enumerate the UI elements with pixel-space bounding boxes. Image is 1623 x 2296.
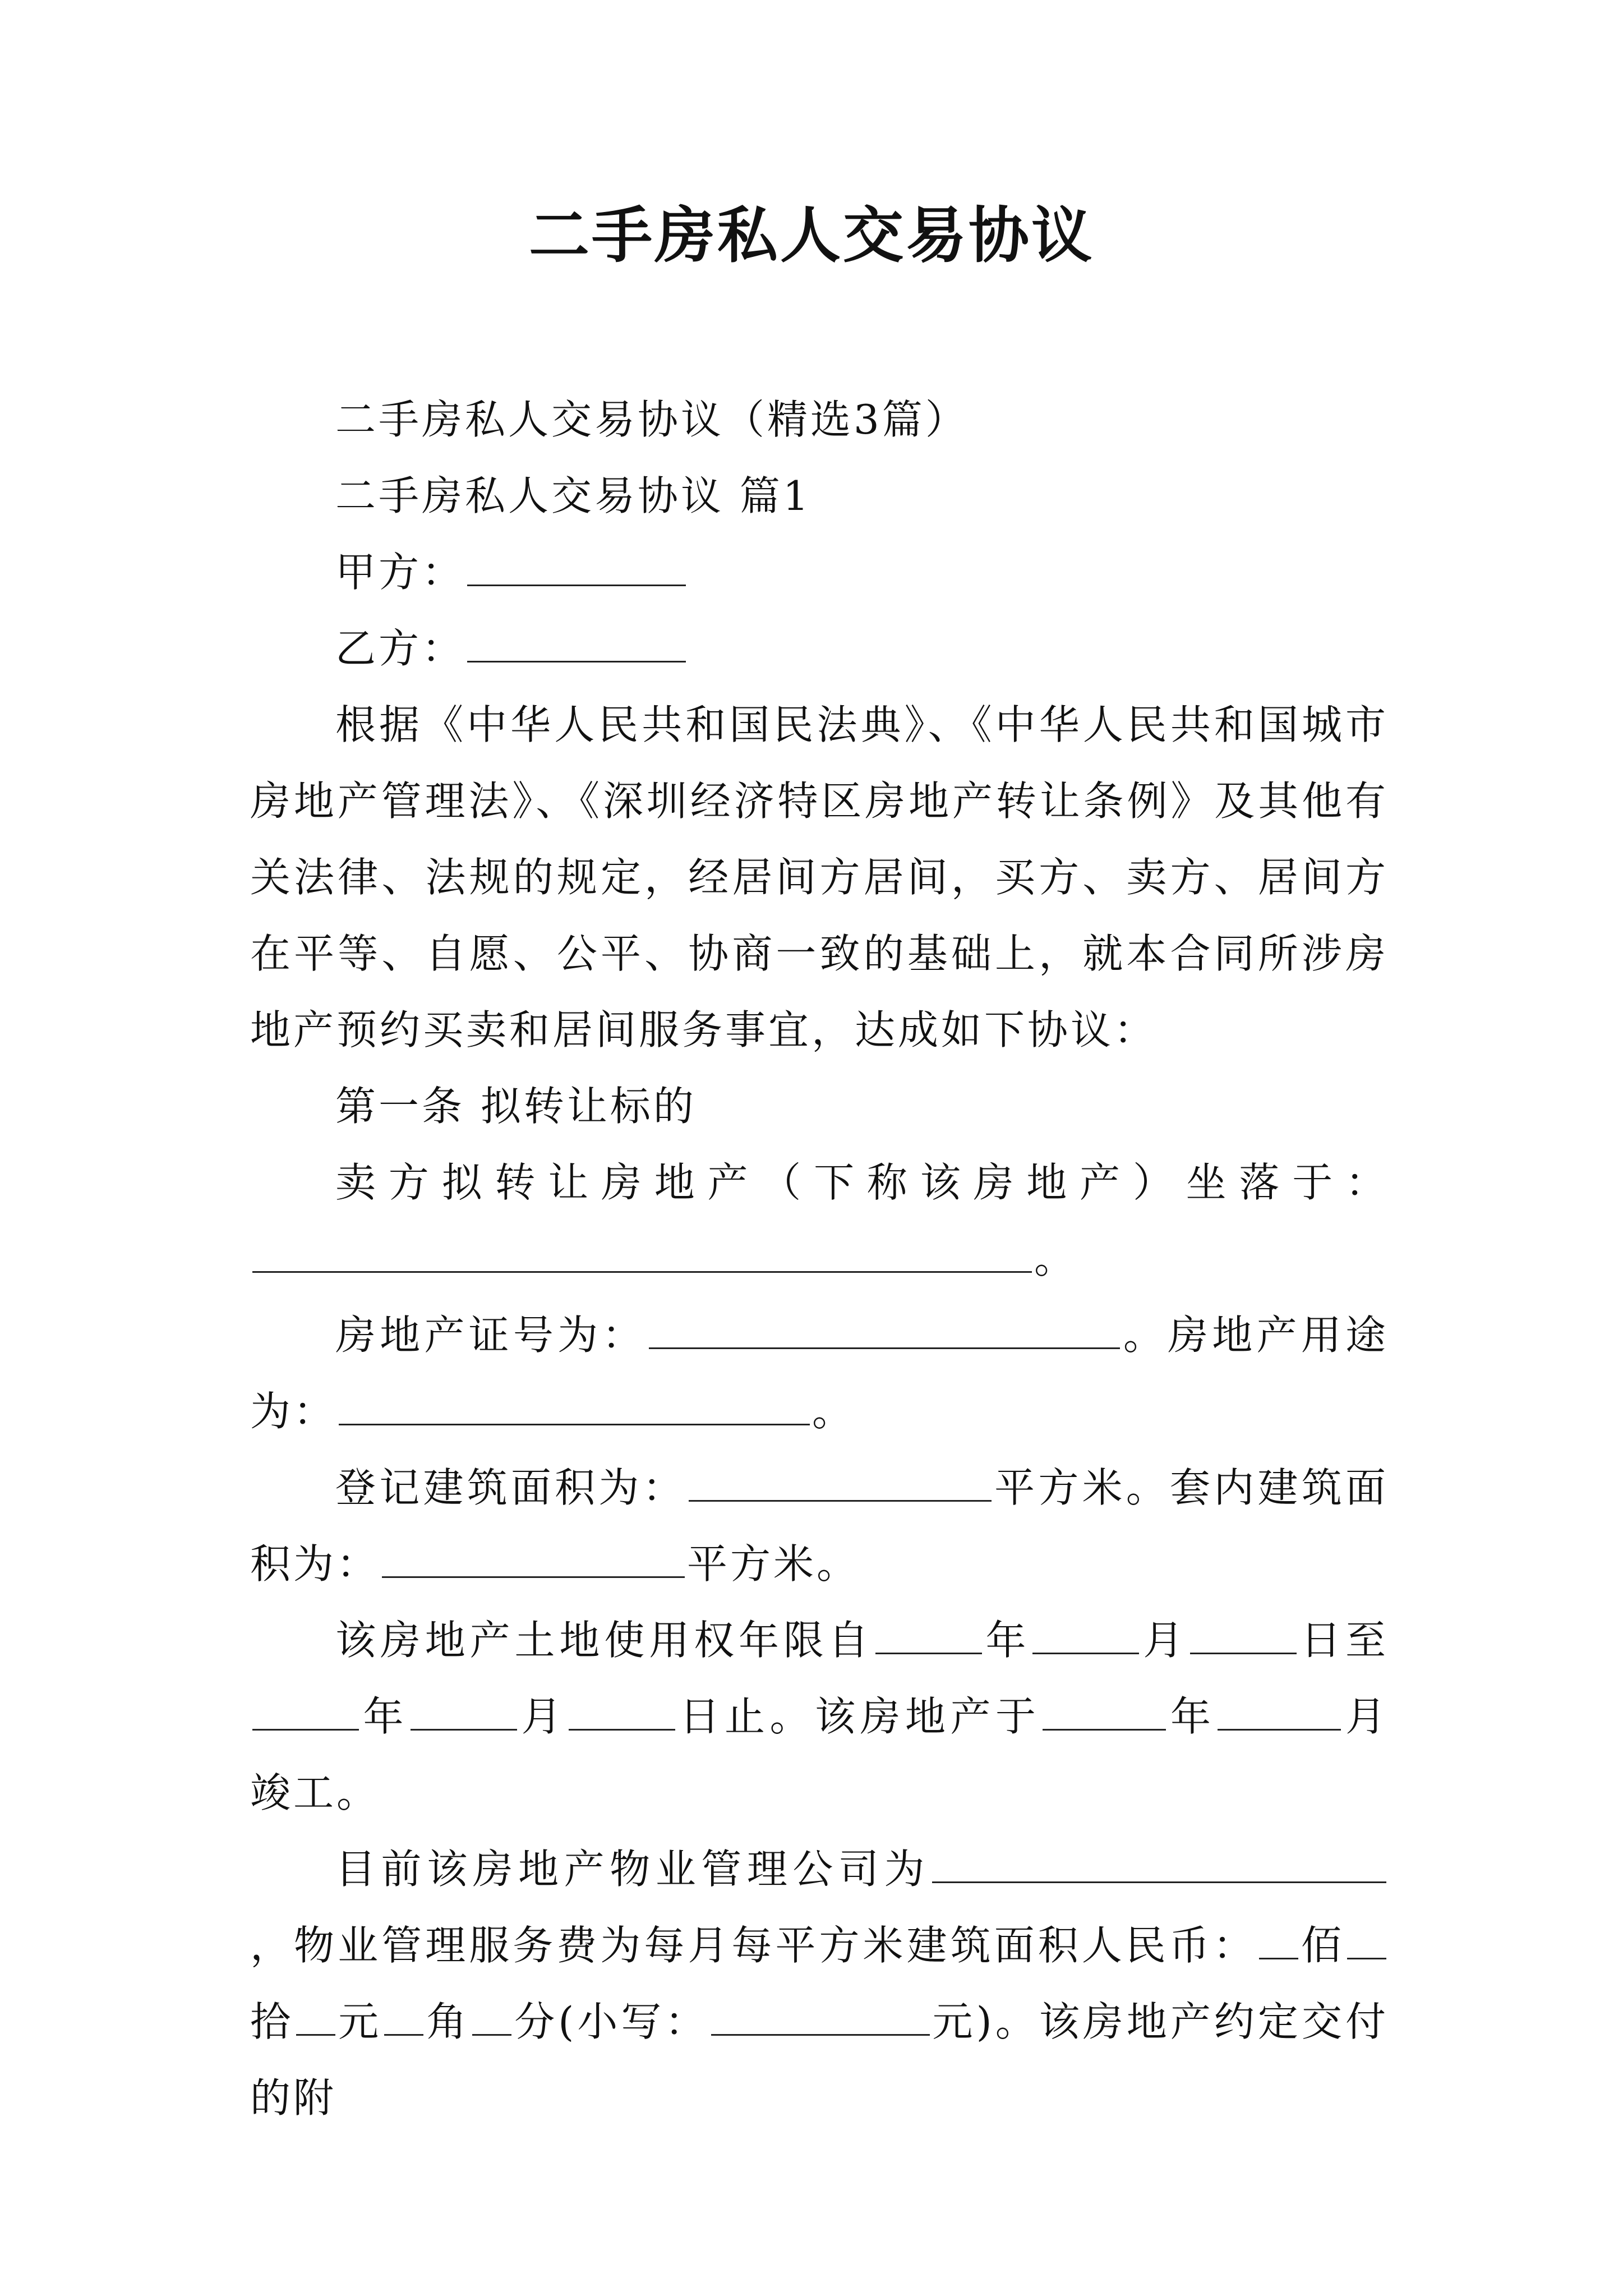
party-a-line: 甲方： [250,534,1389,610]
location-blank-line: 。 [250,1221,1389,1297]
inner-area-blank [382,1544,685,1578]
preamble-paragraph: 根据《中华人民共和国民法典》、《中华人民共和国城市房地产管理法》、《深圳经济特区房地产转让条例》及其他有关法律、法规的规定，经居间方居间，买方、卖方、居间方在平等、自愿、公平、协商一致的基础上，就本合同所涉房地产预约买卖和居间服务事宜，达成如下协议： [250,701,1389,1053]
subtitle: 二手房私人交易协议（精选3篇） [335,396,969,443]
article-1-heading: 第一条 拟转让标的 [335,1083,697,1130]
document-title: 二手房私人交易协议 [528,200,1094,271]
area-paragraph: 登记建筑面积为： 平方米。套内建筑面积为： 平方米。 [250,1464,1389,1588]
fee-jiao-blank [384,2001,423,2036]
document-body [250,381,1389,2136]
property-company-blank [932,1849,1386,1883]
fee-yuan-blank [296,2001,335,2036]
usage-blank [339,1391,810,1425]
party-a-blank [467,552,686,586]
land-use-paragraph: 该房地产土地使用权年限自 年 月 日至年 月 日止。该房地产于 年 月竣工。 [250,1617,1389,1816]
completion-year-blank [1043,1696,1166,1731]
fee-tens-blank [1347,1925,1386,1959]
fee-fen-blank [472,2001,511,2036]
registered-area-blank [689,1467,992,1502]
start-day-blank [1190,1620,1297,1654]
completion-month-blank [1218,1696,1341,1731]
start-year-blank [875,1620,982,1654]
party-b-blank [467,628,686,662]
end-month-blank [411,1696,517,1731]
party-b-line: 乙方： [250,610,1389,687]
location-line: 卖方拟转让房地产（下称该房地产）坐落于： [335,1159,1389,1206]
fee-hundreds-blank [1259,1925,1298,1959]
fee-amount-blank [711,2001,930,2036]
cert-number-blank [649,1315,1120,1349]
end-year-blank [252,1696,359,1731]
property-management-paragraph: 目前该房地产物业管理公司为，物业管理服务费为每月每平方米建筑面积人民币： 佰拾 元 角 分(小写： 元)。该房地产约定交付的附 [250,1846,1389,2122]
location-blank [252,1239,1032,1273]
end-day-blank [569,1696,675,1731]
cert-paragraph: 房地产证号为： 。房地产用途为： 。 [250,1312,1389,1435]
section-heading: 二手房私人交易协议 篇1 [335,472,811,519]
start-month-blank [1032,1620,1139,1654]
